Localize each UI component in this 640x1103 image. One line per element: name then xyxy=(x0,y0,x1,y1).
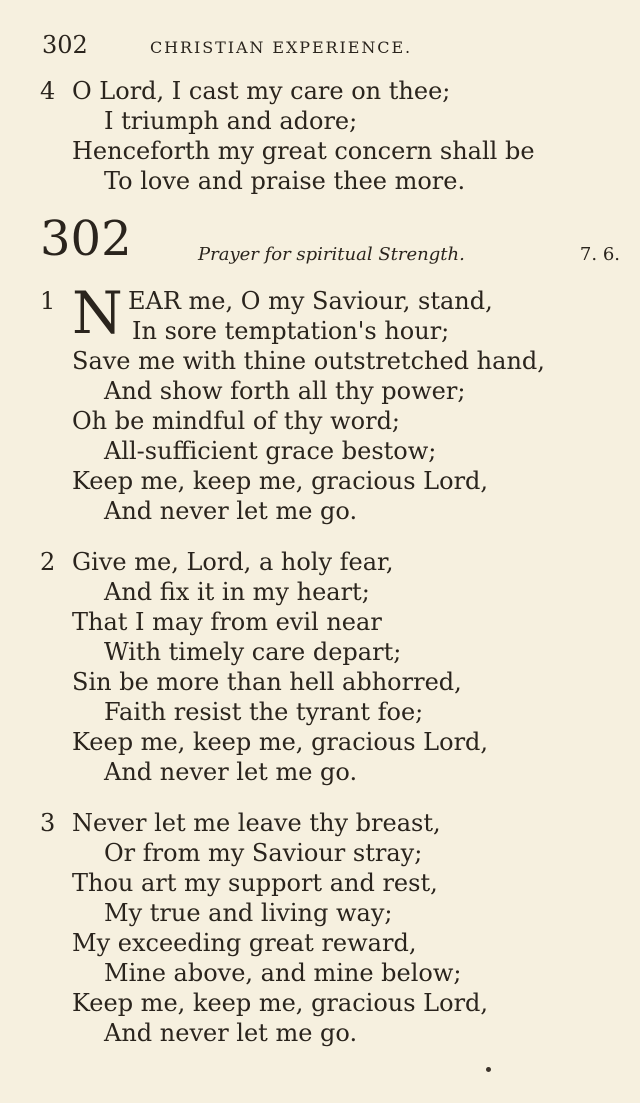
verse-line: Give me, Lord, a holy fear, xyxy=(72,548,394,576)
verse-line: Thou art my support and rest, xyxy=(72,869,438,897)
verse-line: O Lord, I cast my care on thee; xyxy=(72,77,451,105)
verse-line: Sin be more than hell abhorred, xyxy=(72,668,462,696)
verse-line: That I may from evil near xyxy=(72,608,382,636)
verse-line: To love and praise thee more. xyxy=(104,167,466,195)
verse-line: Mine above, and mine below; xyxy=(104,959,462,987)
section-title: CHRISTIAN EXPERIENCE. xyxy=(150,38,413,57)
verse-line: And show forth all thy power; xyxy=(104,377,466,405)
page-number: 302 xyxy=(42,31,88,59)
verse-line: Keep me, keep me, gracious Lord, xyxy=(72,467,489,495)
running-head xyxy=(42,30,602,66)
verse-line: My exceeding great reward, xyxy=(72,929,417,957)
verse-line: Keep me, keep me, gracious Lord, xyxy=(72,728,489,756)
verse-line: And never let me go. xyxy=(104,497,358,525)
verse-line: EAR me, O my Saviour, stand, xyxy=(128,287,493,315)
hymn-number: 302 xyxy=(40,211,132,267)
verse-line: I triumph and adore; xyxy=(104,107,358,135)
hymn-meter: 7. 6. xyxy=(579,244,620,265)
stanza-number-2: 2 xyxy=(40,548,56,576)
ink-dot xyxy=(486,1067,491,1072)
stanza-number-1: 1 xyxy=(40,287,56,315)
verse-line: And never let me go. xyxy=(104,1019,358,1047)
verse-line: Keep me, keep me, gracious Lord, xyxy=(72,989,489,1017)
verse-line: And fix it in my heart; xyxy=(104,578,370,606)
drop-cap: N xyxy=(72,279,123,347)
hymn-subtitle: Prayer for spiritual Strength. xyxy=(198,244,465,265)
stanza-number-4: 4 xyxy=(40,77,56,105)
verse-line: In sore temptation's hour; xyxy=(132,317,450,345)
verse-line: Save me with thine outstretched hand, xyxy=(72,347,545,375)
stanza-number-3: 3 xyxy=(40,809,56,837)
verse-line: With timely care depart; xyxy=(104,638,402,666)
verse-line: Never let me leave thy breast, xyxy=(72,809,441,837)
verse-line: Henceforth my great concern shall be xyxy=(72,137,535,165)
verse-line: Oh be mindful of thy word; xyxy=(72,407,401,435)
verse-line: My true and living way; xyxy=(104,899,393,927)
verse-line: Or from my Saviour stray; xyxy=(104,839,423,867)
hymn-heading xyxy=(40,211,620,280)
verse-line: And never let me go. xyxy=(104,758,358,786)
verse-line: Faith resist the tyrant foe; xyxy=(104,698,424,726)
verse-line: All-sufficient grace bestow; xyxy=(104,437,437,465)
